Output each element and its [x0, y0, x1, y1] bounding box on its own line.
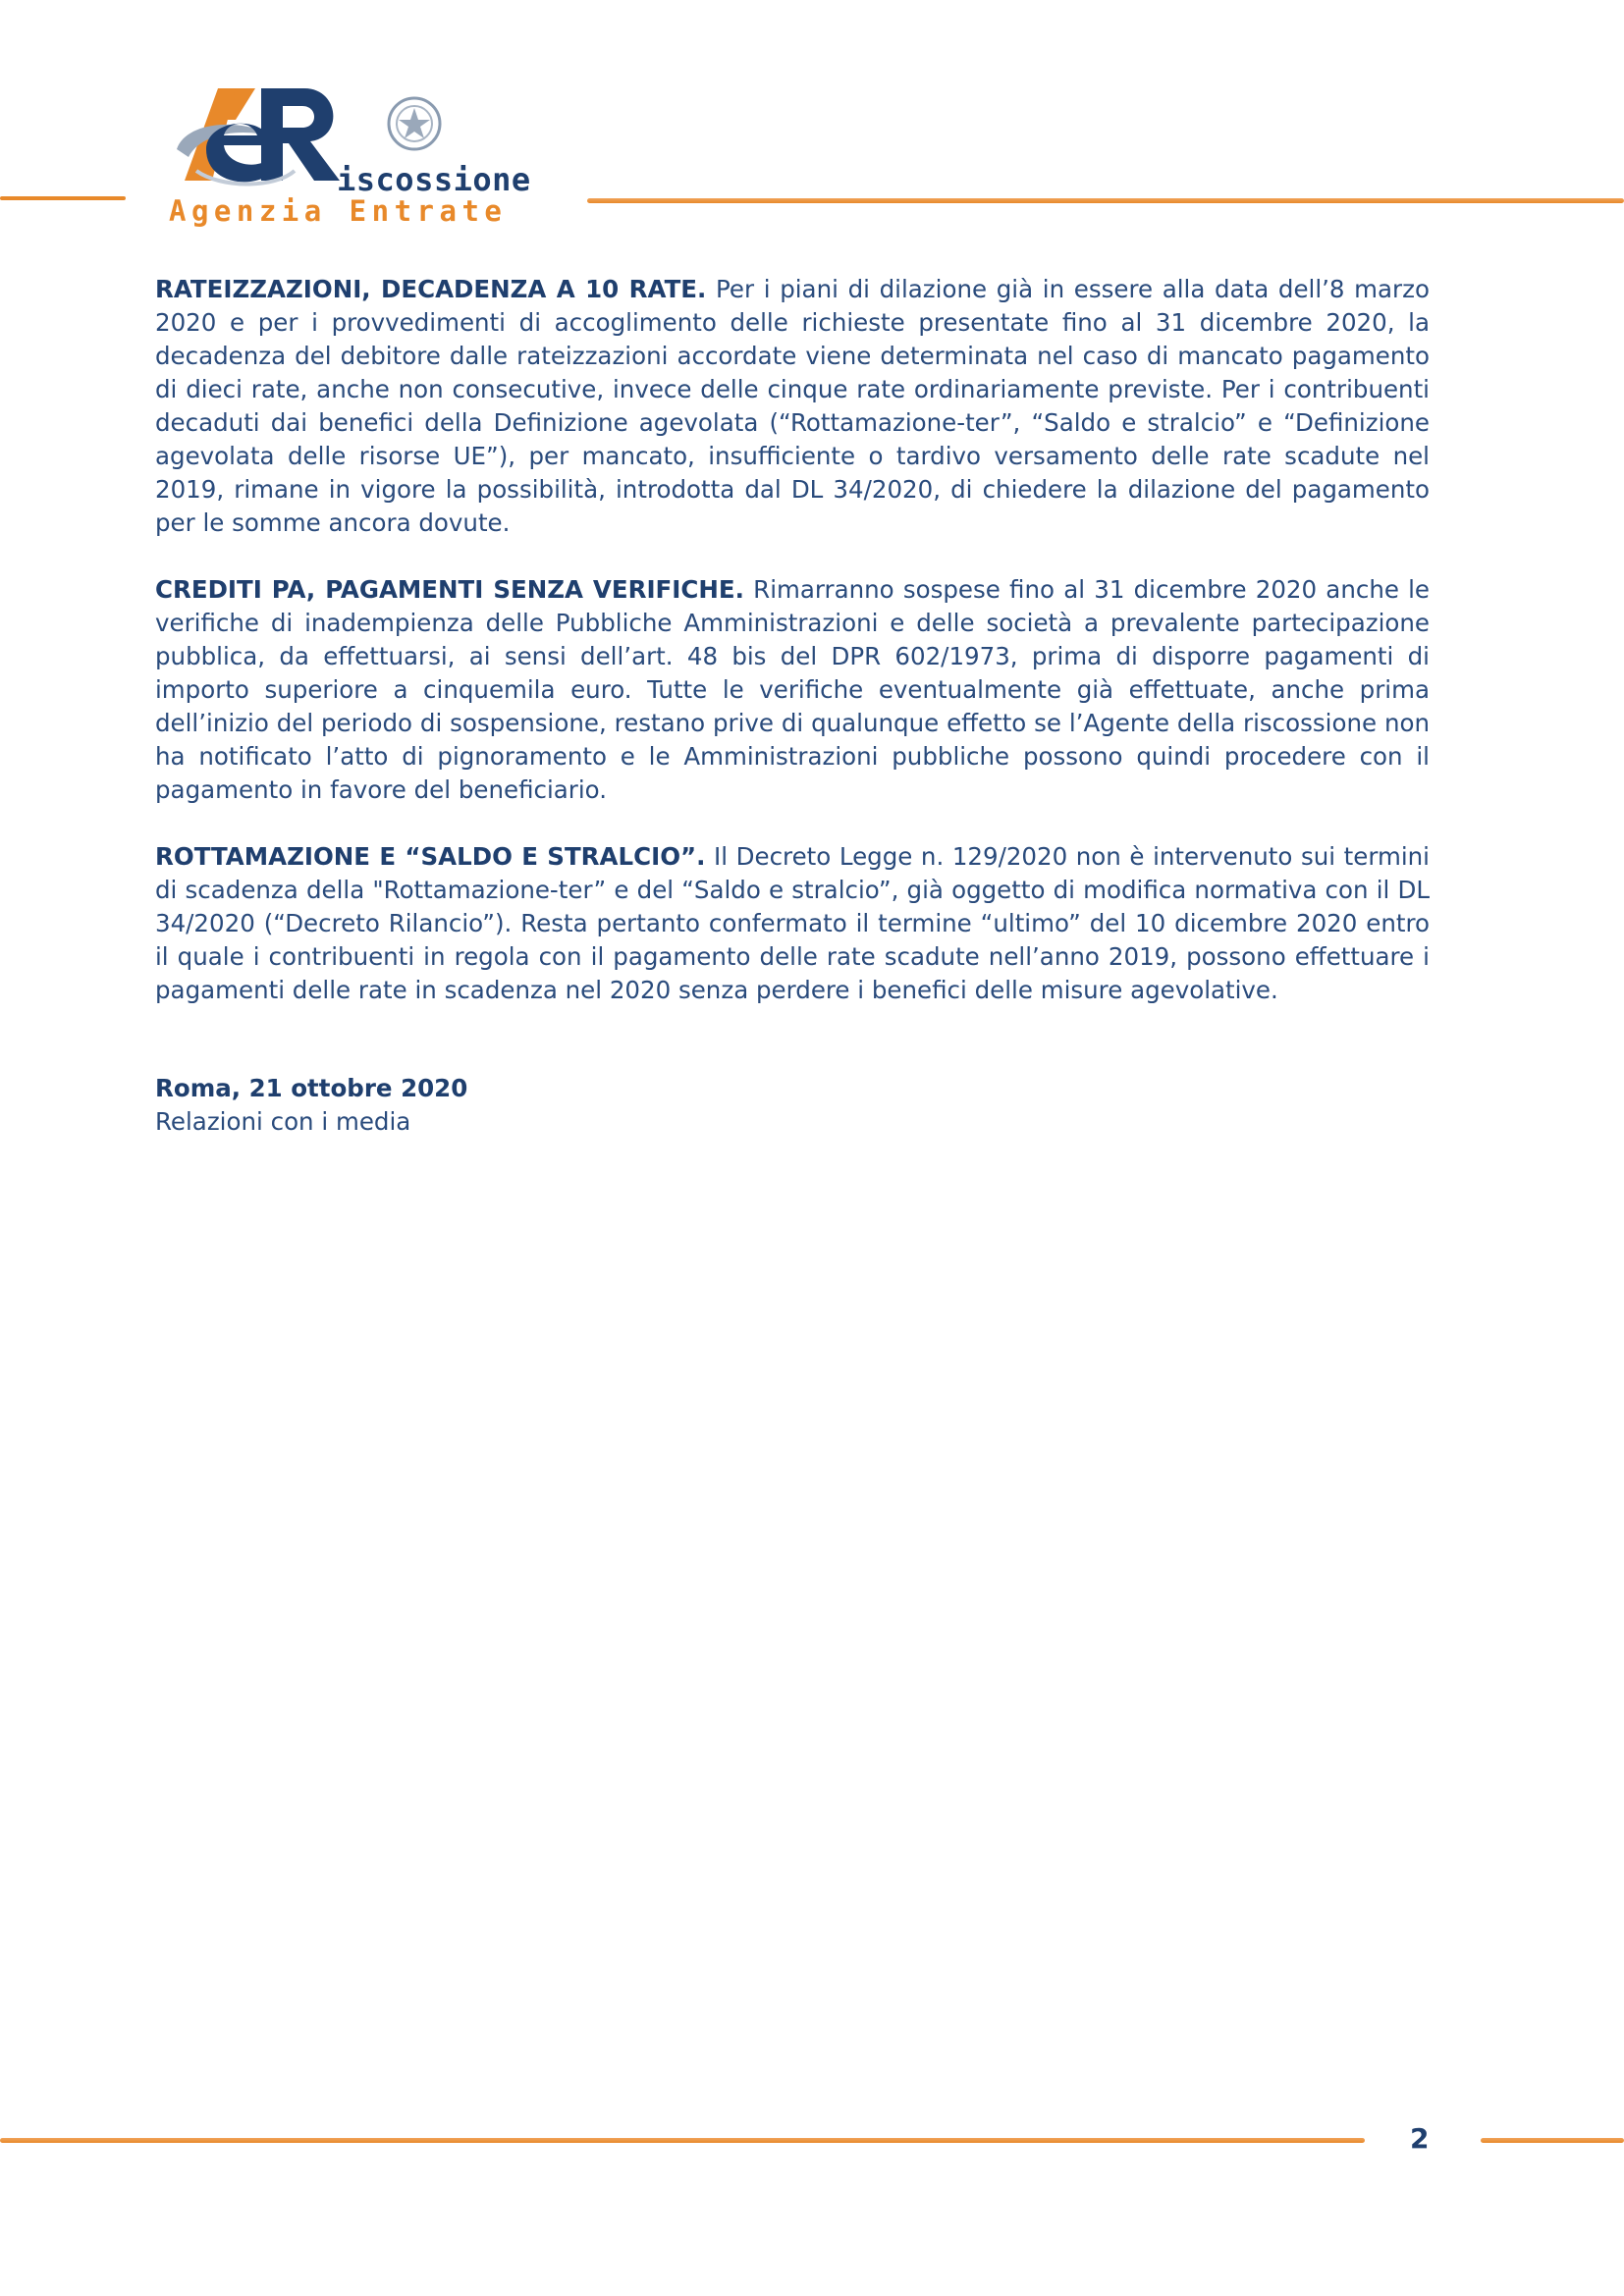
- paragraph-rateizzazioni: [155, 273, 1430, 540]
- issuing-office: Relazioni con i media: [155, 1107, 411, 1136]
- paragraph-rottamazione: [155, 840, 1430, 1007]
- place-date: Roma, 21 ottobre 2020: [155, 1074, 468, 1102]
- header-divider-right: [587, 198, 1624, 203]
- paragraph-text: Il Decreto Legge n. 129/2020 non è intervenuto sui termini di scadenza della "Rottamazione-ter” e del “Saldo e stralcio”, già oggetto di modifica normativa con il DL 34/2020 (“Decreto Rilancio”). Resta pertanto confermato il termine “ultimo” del 10 dicembre 2020 entro il quale i contribuenti in regola con il pagamento delle rate scadute nell’anno 2019, possono effettuare i pagamenti delle rate in scadenza nel 2020 senza perdere i benefici delle misure agevolative.: [155, 842, 1430, 1004]
- document-body: [155, 273, 1430, 1139]
- signature-block: [155, 1072, 1430, 1139]
- header-divider-left: [0, 196, 126, 200]
- agenzia-entrate-riscossione-logo: [167, 80, 569, 228]
- logo-text-agenzia-entrate: Agenzia Entrate: [169, 194, 508, 228]
- page-number: 2: [1410, 2122, 1430, 2155]
- paragraph-text: Rimarranno sospese fino al 31 dicembre 2020 anche le verifiche di inadempienza delle Pubbliche Amministrazioni e delle società a prevalente partecipazione pubblica, da effettuarsi, ai sensi dell’art. 48 bis del DPR 602/1973, prima di disporre pagamenti di importo superiore a cinquemila euro. Tutte le verifiche eventualmente già effettuate, anche prima dell’inizio del periodo di sospensione, restano prive di qualunque effetto se l’Agente della riscossione non ha notificato l’atto di pignoramento e le Amministrazioni pubbliche possono quindi procedere con il pagamento in favore del beneficiario.: [155, 575, 1431, 804]
- paragraph-lead: CREDITI PA, PAGAMENTI SENZA VERIFICHE.: [155, 575, 744, 604]
- paragraph-lead: ROTTAMAZIONE E “SALDO E STRALCIO”.: [155, 842, 706, 871]
- paragraph-text: Per i piani di dilazione già in essere alla data dell’8 marzo 2020 e per i provvedimenti di accoglimento delle richieste presentate fino al 31 dicembre 2020, la decadenza del debitore dalle rateizzazioni accordate viene determinata nel caso di mancato pagamento di dieci rate, anche non consecutive, invece delle cinque rate ordinariamente previste. Per i contribuenti decaduti dai benefici della Definizione agevolata (“Rottamazione-ter”, “Saldo e stralcio” e “Definizione agevolata delle risorse UE”), per mancato, insufficiente o tardivo versamento delle rate scadute nel 2019, rimane in vigore la possibilità, introdotta dal DL 34/2020, di chiedere la dilazione del pagamento per le somme ancora dovute.: [155, 275, 1430, 537]
- logo-text-riscossione: iscossione: [337, 161, 531, 198]
- paragraph-crediti-pa: [155, 573, 1430, 807]
- footer-divider-right: [1481, 2138, 1624, 2143]
- paragraph-lead: RATEIZZAZIONI, DECADENZA A 10 RATE.: [155, 275, 707, 303]
- ae-r-logo-icon: [167, 80, 353, 193]
- footer-divider-left: [0, 2138, 1365, 2143]
- republic-emblem-icon: [385, 94, 444, 153]
